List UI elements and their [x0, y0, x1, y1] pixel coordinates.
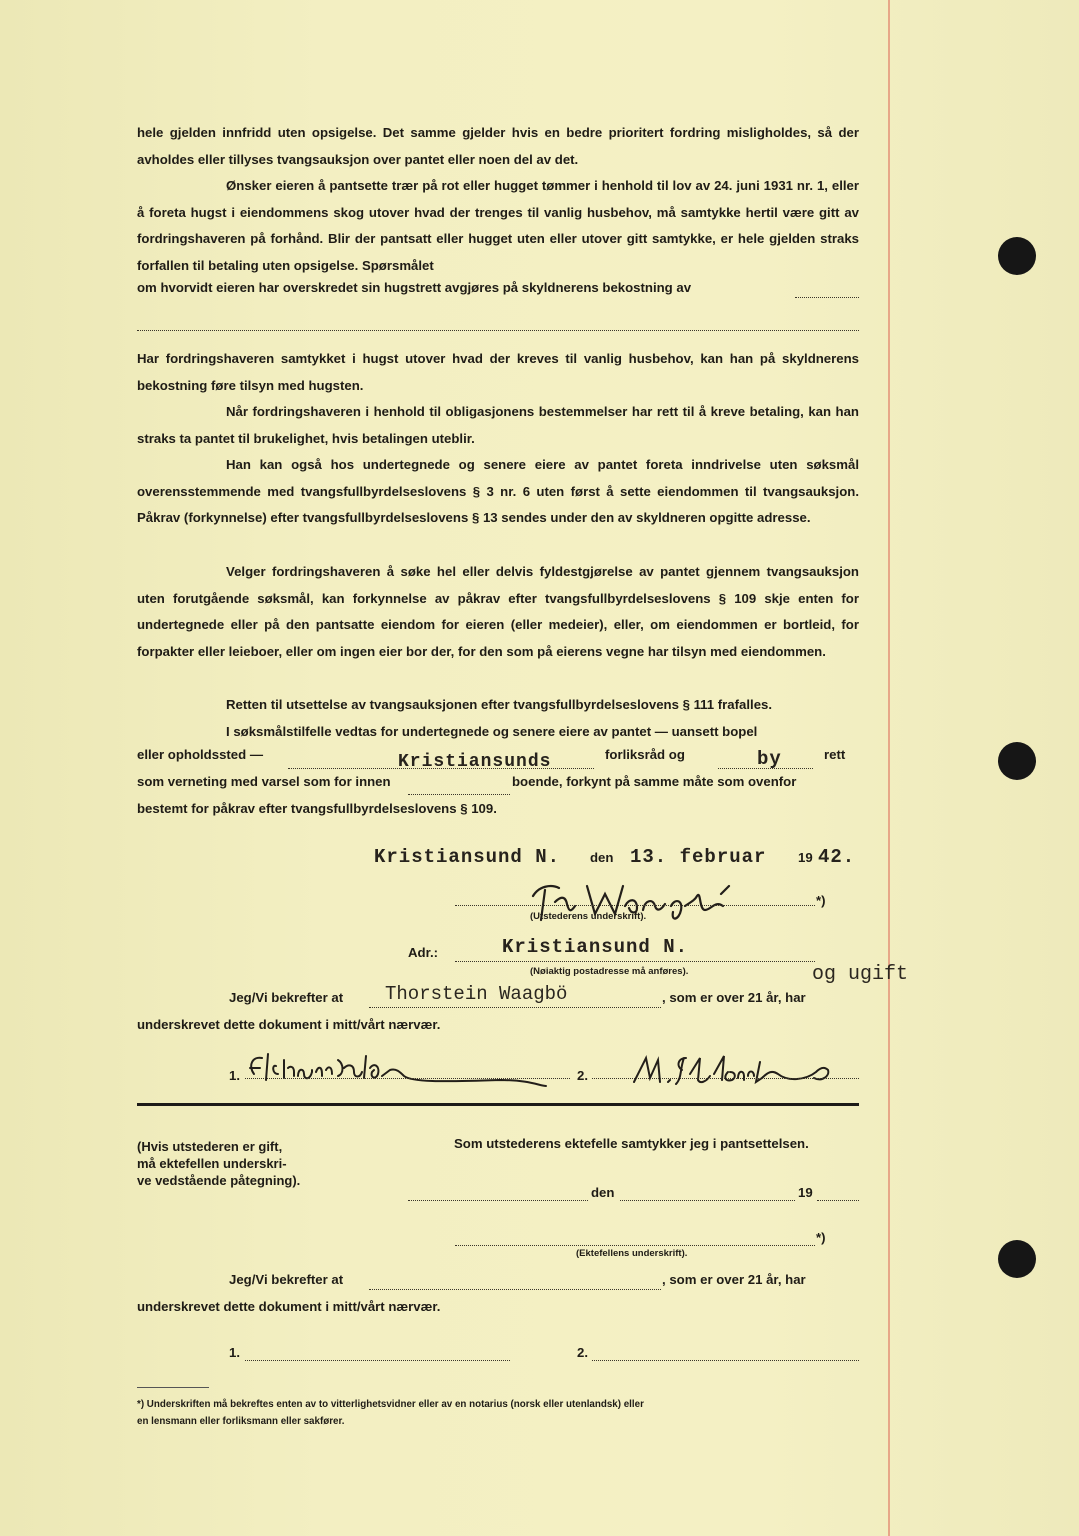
paragraph-supervision: Har fordringshaveren samtykket i hugst utover hvad der kreves til vanlig husbehov, kan han på skyldnerens bekostning føre tilsyn med hugsten.	[137, 351, 859, 393]
venue-prefix: eller opholdssted —	[137, 747, 264, 762]
punch-hole	[998, 742, 1036, 780]
venue-rett: rett	[824, 747, 846, 762]
punch-hole	[998, 1240, 1036, 1278]
blank-line	[817, 1200, 859, 1201]
witness-suffix: , som er over 21 år, har	[662, 990, 806, 1005]
section-divider	[137, 1103, 859, 1106]
address-caption: (Nøiaktig postadresse må anføres).	[530, 966, 689, 977]
witness-number-2: 2.	[577, 1068, 588, 1083]
paragraph-timber-last: om hvorvidt eieren har overskredet sin hugstrett avgjøres på skyldnerens bekostning av	[137, 280, 692, 295]
spouse-footnote-mark: *)	[816, 1230, 826, 1245]
witness2-prefix: Jeg/Vi bekrefter at	[229, 1272, 344, 1287]
label-den: den	[590, 850, 614, 865]
blank-line	[245, 1078, 570, 1079]
blank-line	[137, 330, 859, 331]
typed-sign-year: 42.	[818, 846, 856, 868]
paragraph-timber: Ønsker eieren å pantsette trær på rot eller hugget tømmer i henhold til lov av 24. juni 1931 nr. 1, eller å foreta hugst i eiendommens skog utover hvad der trenges til vanlig husbehov, må samtykke hertil være gitt av fordringshaveren på forhånd. Blir der pantsatt eller hugget uten eller utover gitt samtykke, er hele gjelden straks forfallen til betaling uten opsigelse. Spørsmålet	[137, 178, 859, 273]
spouse-note	[137, 1138, 347, 1189]
label-year-prefix: 19	[798, 850, 813, 865]
blank-line	[620, 1200, 795, 1201]
witness-prefix: Jeg/Vi bekrefter at	[229, 990, 344, 1005]
typed-sign-place: Kristiansund N.	[374, 846, 561, 868]
blank-line	[455, 1245, 815, 1246]
witness-number-1: 1.	[229, 1068, 240, 1083]
footnote-rule	[137, 1387, 209, 1388]
witness2-number-1: 1.	[229, 1345, 240, 1360]
witness-1-signature	[240, 1046, 560, 1090]
punch-hole	[998, 237, 1036, 275]
spouse-note-line3: ve vedstående påtegning).	[137, 1173, 301, 1188]
witness2-suffix: , som er over 21 år, har	[662, 1272, 806, 1287]
footnote-line2: en lensmann eller forliksmann eller sakfører.	[137, 1416, 345, 1427]
paragraph-venue: I søksmålstilfelle vedtas for undertegnede og senere eiere av pantet — uansett bopel	[226, 724, 758, 739]
address-label: Adr.:	[408, 945, 439, 960]
spouse-den: den	[591, 1185, 615, 1200]
footnote-mark: *)	[816, 893, 826, 908]
paragraph-postponement: Retten til utsettelse av tvangsauksjonen efter tvangsfullbyrdelseslovens § 111 frafalles.	[226, 697, 773, 712]
spouse-year-prefix: 19	[798, 1185, 813, 1200]
blank-line	[455, 905, 815, 906]
blank-line	[592, 1078, 859, 1079]
witness-line2: underskrevet dette dokument i mitt/vårt nærvær.	[137, 1017, 441, 1032]
blank-line	[592, 1360, 859, 1361]
witness2-line2: underskrevet dette dokument i mitt/vårt nærvær.	[137, 1299, 441, 1314]
spouse-consent: Som utstederens ektefelle samtykker jeg i pantsettelsen.	[454, 1136, 809, 1151]
paragraph-auction: Velger fordringshaveren å søke hel eller delvis fyldestgjørelse av pantet gjennem tvangsauksjon uten forutgående søksmål, kan forkynnelse av påkrav efter tvangsfullbyrdelseslovens § 109 skje enten for undertegnede eller på den pantsatte eiendom for eieren (eller medeier), eller, om eiendommen er bortleid, for forpakter eller leieboer, eller om ingen eier bor der, for den som på eierens vegne har tilsyn med eiendommen.	[137, 564, 859, 659]
paragraph-collection: Han kan også hos undertegnede og senere eiere av pantet foreta inndrivelse uten søksmål overensstemmende med tvangsfullbyrdelseslovens § 3 nr. 6 uten først å sette eiendommen til tvangsauksjon. Påkrav (forkynnelse) efter tvangsfullbyrdelseslovens § 13 sendes under den av skyldneren opgitte adresse.	[137, 457, 859, 526]
blank-line	[795, 297, 859, 298]
paragraph-usufruct: Når fordringshaveren i henhold til obligasjonens bestemmelser har rett til å kreve betaling, kan han straks ta pantet til brukelighet, hvis betalingen uteblir.	[137, 404, 859, 446]
venue-line3: bestemt for påkrav efter tvangsfullbyrdelseslovens § 109.	[137, 801, 497, 816]
paragraph-default: hele gjelden innfridd uten opsigelse. Det samme gjelder hvis en bedre prioritert fordring misligholdes, så der avholdes eller tillyses tvangsauksjon over pantet eller noen del av det.	[137, 125, 859, 167]
blank-line	[408, 794, 510, 795]
venue-line2-suffix: boende, forkynt på samme måte som ovenfor	[512, 774, 797, 789]
issuer-caption: (Utstederens underskrift).	[530, 911, 647, 922]
typed-address: Kristiansund N.	[502, 936, 689, 958]
typed-venue-place: Kristiansunds	[398, 752, 552, 772]
red-margin-line	[888, 0, 890, 1536]
spouse-caption: (Ektefellens underskrift).	[576, 1248, 688, 1259]
typed-marital-note: og ugift	[812, 963, 909, 986]
typed-sign-date: 13. februar	[630, 846, 767, 868]
venue-forliksrad: forliksråd og	[605, 747, 685, 762]
spouse-note-line1: (Hvis utstederen er gift,	[137, 1139, 283, 1154]
blank-line	[455, 961, 815, 962]
blank-line	[408, 1200, 588, 1201]
spouse-note-line2: må ektefellen underskri-	[137, 1156, 287, 1171]
typed-venue-by: by	[757, 748, 782, 770]
blank-line	[245, 1360, 510, 1361]
blank-line	[369, 1007, 661, 1008]
witness-2-signature	[628, 1048, 838, 1090]
footnote-line1: *) Underskriften må bekreftes enten av to vitterlighetsvidner eller av en notarius (norsk eller utenlandsk) eller	[137, 1399, 644, 1410]
venue-line2-prefix: som verneting med varsel som for innen	[137, 774, 391, 789]
typed-issuer-name: Thorstein Waagbö	[385, 983, 568, 1005]
witness2-number-2: 2.	[577, 1345, 588, 1360]
blank-line	[369, 1289, 661, 1290]
